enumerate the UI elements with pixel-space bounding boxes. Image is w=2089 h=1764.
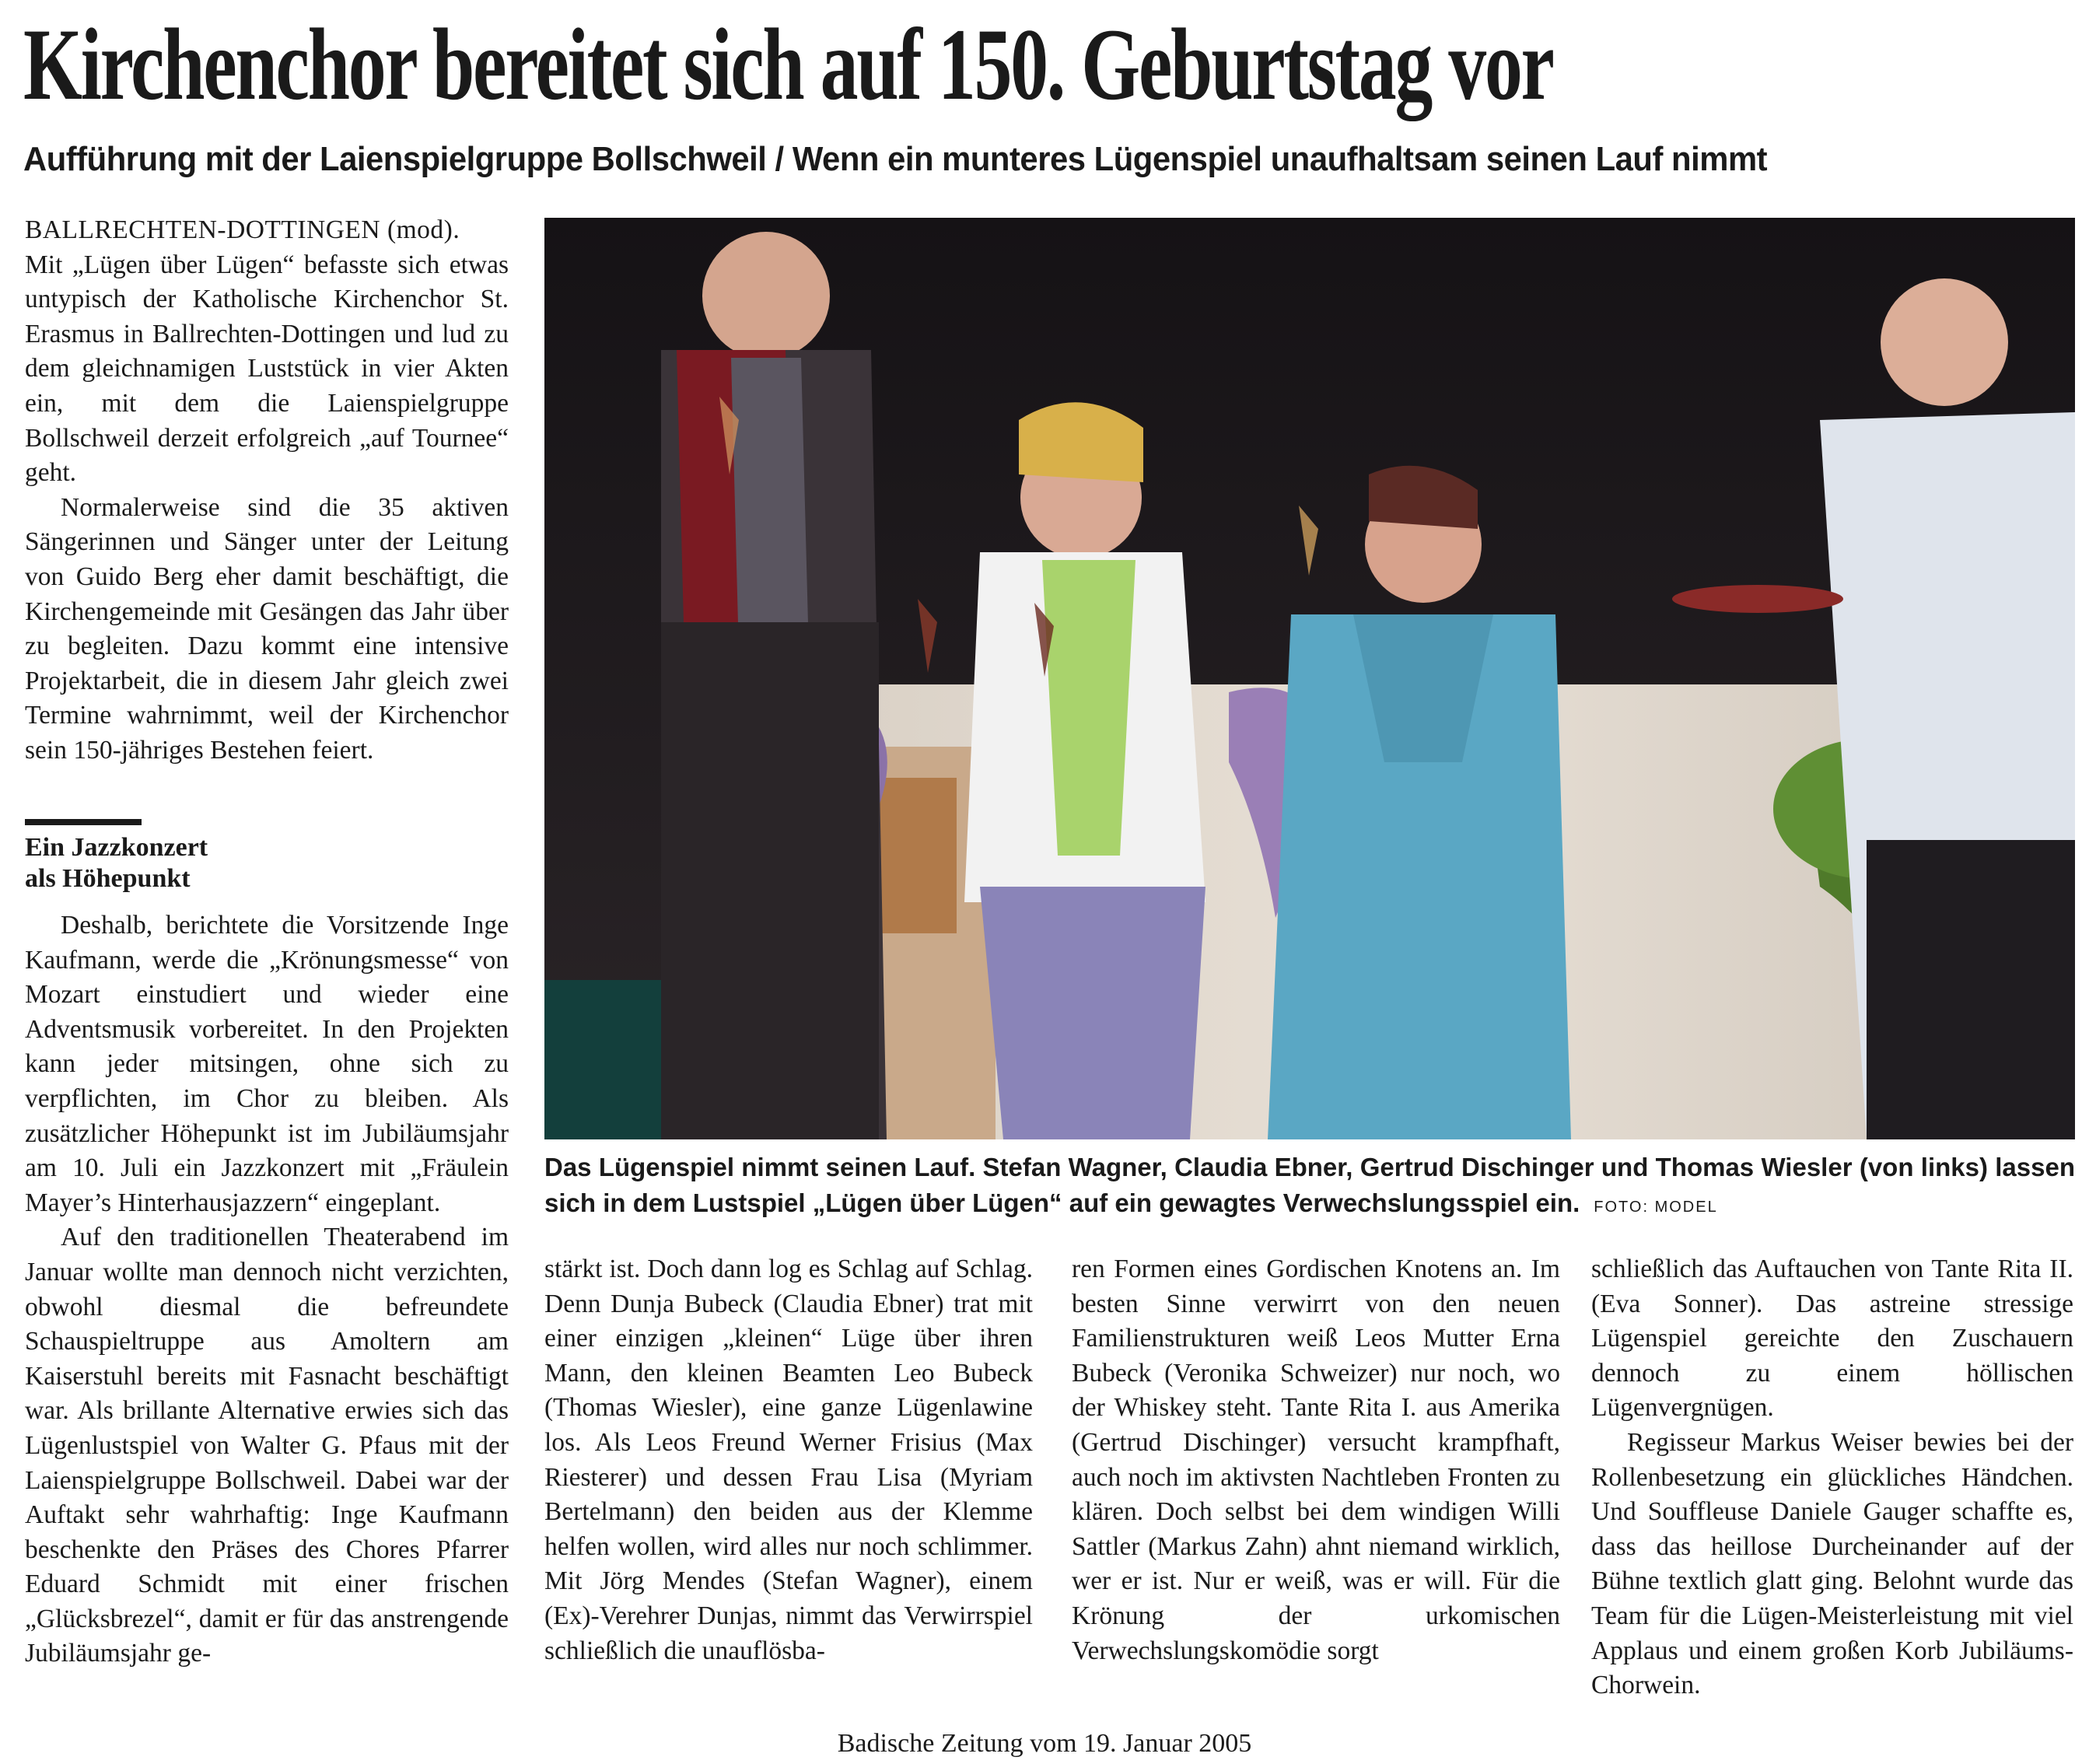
subheadline: Aufführung mit der Laienspielgruppe Bollschweil / Wenn ein munteres Lügenspiel unaufhaltsam seinen Lauf nimmt: [23, 140, 1768, 178]
article-column-4: [1591, 1252, 2073, 1703]
paragraph: Normalerweise sind die 35 aktiven Sängerinnen und Sänger unter der Leitung von Guido Berg eher damit beschäftigt, die Kirchengemeinde mit Gesängen das Jahr über zu begleiten. Dazu kommt eine intensive Projektarbeit, die in diesem Jahr gleich zwei Termine wahrnimmt, weil der Kirchenchor sein 150-jähriges Bestehen feiert.: [25, 492, 509, 765]
photo-credit: FOTO: MODEL: [1594, 1199, 1718, 1216]
article-column-1: [25, 213, 509, 768]
article-column-2: [544, 1252, 1033, 1668]
stage-photo-illustration: [544, 218, 2075, 1139]
section-rule: [25, 819, 142, 825]
section-heading-line: Ein Jazzkonzert: [25, 833, 208, 862]
paragraph: ren Formen eines Gordischen Knotens an. Im besten Sinne verwirrt von den neuen Familienstrukturen weiß Leos Mutter Erna Bubeck (Veronika Schweizer) nur noch, wo der Whiskey steht. Tante Rita I. aus Amerika (Gertrud Dischinger) versucht krampfhaft, auch noch im aktivsten Nachtleben Fronten zu klären. Doch selbst bei dem windigen Willi Sattler (Markus Zahn) ahnt niemand wirklich, wer er ist. Nur er weiß, was er will. Für die Krönung der urkomischen Verwechslungskomödie sorgt: [1072, 1255, 1560, 1665]
stage-photo: [544, 218, 2075, 1139]
photo-caption: [544, 1150, 2075, 1225]
caption-text: Das Lügenspiel nimmt seinen Lauf. Stefan Wagner, Claudia Ebner, Gertrud Dischinger und Thomas Wiesler (von links) lassen sich in dem Lustspiel „Lügen über Lügen“ auf ein gewagtes Verwechslungsspiel ein.: [544, 1153, 2075, 1217]
paragraph: Deshalb, berichtete die Vorsitzende Inge Kaufmann, werde die „Krönungsmesse“ von Mozart einstudiert und wieder eine Adventsmusik vorbereitet. In den Projekten kann jeder mitsingen, ohne sich zu verpflichten, im Chor zu bleiben. Als zusätzlicher Höhepunkt ist im Jubiläumsjahr am 10. Juli ein Jazzkonzert mit „Fräulein Mayer’s Hinterhausjazzern“ eingeplant.: [25, 911, 509, 1217]
publication-footer: Badische Zeitung vom 19. Januar 2005: [837, 1729, 1252, 1758]
section-heading-line: als Höhepunkt: [25, 864, 191, 893]
paragraph: Regisseur Markus Weiser bewies bei der Rollenbesetzung ein glückliches Händchen. Und Souffleuse Daniele Gauger schaffte es, dass das heillose Durcheinander auf der Bühne textlich glatt ging. Belohnt wurde das Team für die Lügen-Meisterleistung mit viel Applaus und einem großen Korb Jubiläums-Chorwein.: [1591, 1427, 2073, 1700]
paragraph: Mit „Lügen über Lügen“ befasste sich etwas untypisch der Katholische Kirchenchor St. Erasmus in Ballrechten-Dottingen und lud zu dem gleichnamigen Luststück in vier Akten ein, mit dem die Laienspielgruppe Bollschweil derzeit erfolgreich „auf Tournee“ geht.: [25, 250, 509, 488]
headline: Kirchenchor bereitet sich auf 150. Geburtstag vor: [23, 7, 1553, 121]
article-column-3: [1072, 1252, 1560, 1668]
section-heading: [25, 832, 509, 894]
article-column-1-continued: [25, 908, 509, 1671]
paragraph: schließlich das Auftauchen von Tante Rita II. (Eva Sonner). Das astreine stressige Lügenspiel gereichte den Zuschauern dennoch zu einem höllischen Lügenvergnügen.: [1591, 1255, 2073, 1423]
paragraph: Auf den traditionellen Theaterabend im Januar wollte man dennoch nicht verzichten, obwohl diesmal die befreundete Schauspieltruppe aus Amoltern am Kaiserstuhl bereits mit Fasnacht beschäftigt war. Als brillante Alternative erwies sich das Lügenlustspiel von Walter G. Pfaus mit der Laienspielgruppe Bollschweil. Dabei war der Auftakt sehr wahrhaftig: Inge Kaufmann beschenkte den Präses des Chores Pfarrer Eduard Schmidt mit einer frischen „Glücksbrezel“, damit er für das anstrengende Jubiläumsjahr ge-: [25, 1223, 509, 1668]
dateline: BALLRECHTEN-DOTTINGEN (mod).: [25, 215, 460, 244]
paragraph: stärkt ist. Doch dann log es Schlag auf Schlag. Denn Dunja Bubeck (Claudia Ebner) trat mit einer einzigen „kleinen“ Lüge über ihren Mann, den kleinen Beamten Leo Bubeck (Thomas Wiesler), eine ganze Lügenlawine los. Als Leos Freund Werner Frisius (Max Riesterer) und dessen Frau Lisa (Myriam Bertelmann) den beiden aus der Klemme helfen wollen, wird alles nur noch schlimmer. Mit Jörg Mendes (Stefan Wagner), einem (Ex)-Verehrer Dunjas, nimmt das Verwirrspiel schließlich die unauflösba-: [544, 1255, 1033, 1665]
